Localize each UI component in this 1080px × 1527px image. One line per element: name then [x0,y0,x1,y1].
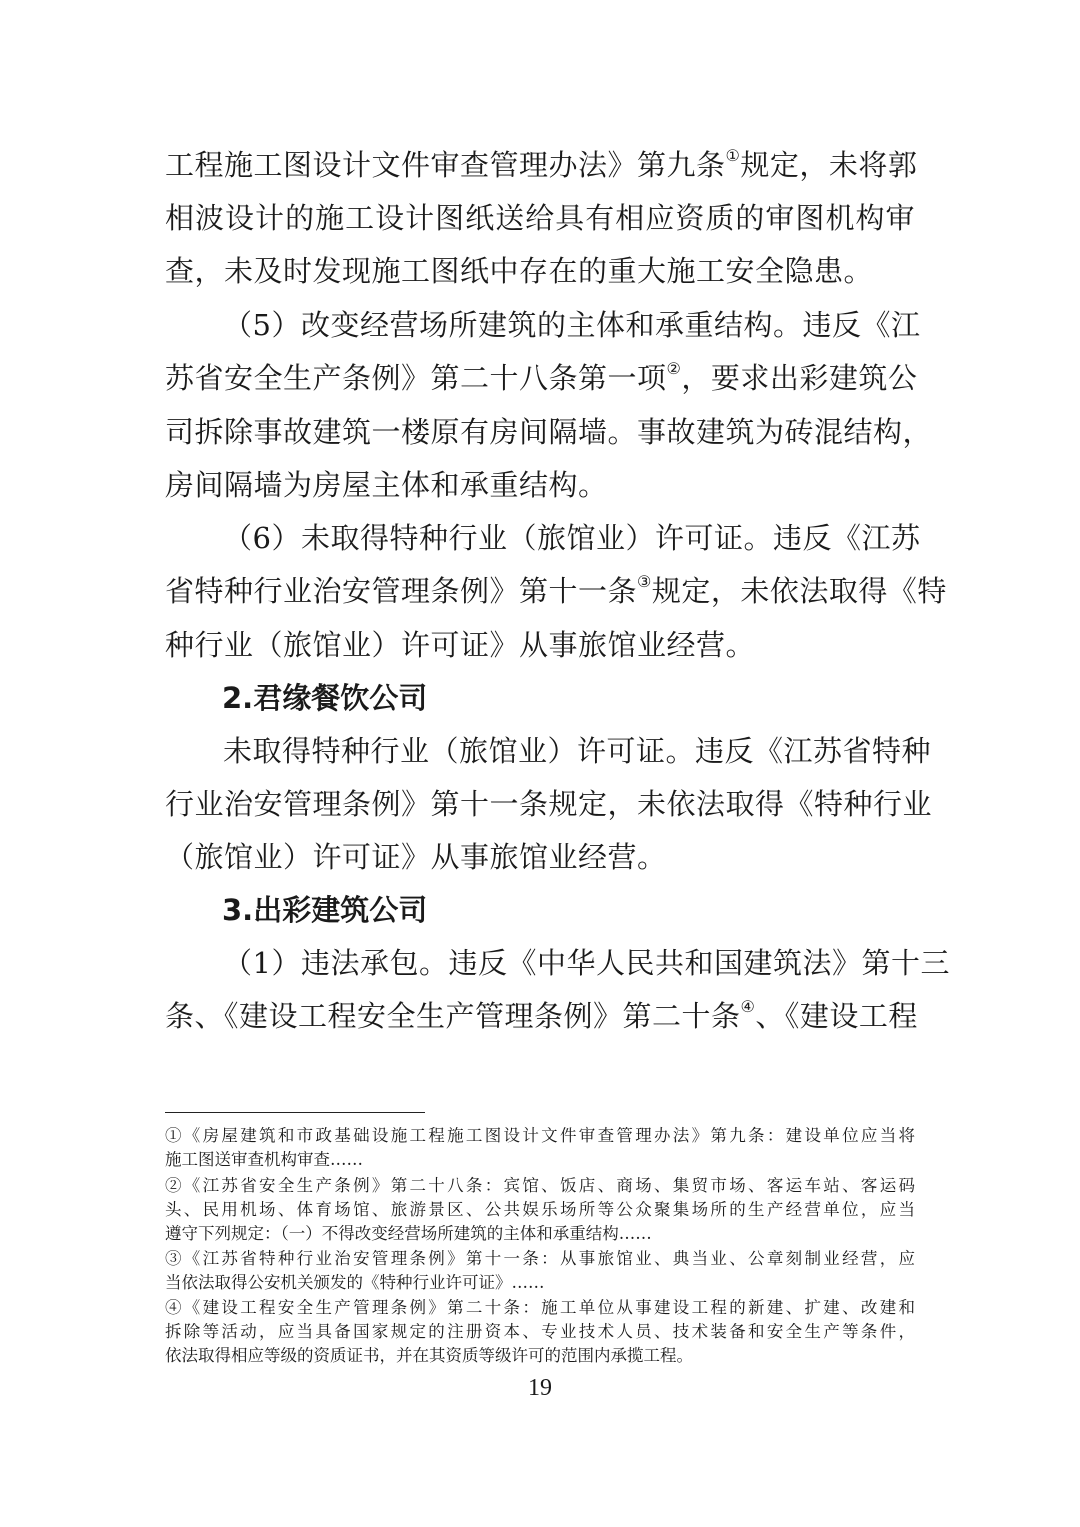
section-heading-2: 2.君缘餐饮公司 [222,681,428,715]
footnote-ref-3[interactable]: ③ [637,572,652,592]
body-line-4: （5）改变经营场所建筑的主体和承重结构。违反《江 [223,308,921,342]
body-line-13: （旅馆业）许可证》从事旅馆业经营。 [165,840,667,874]
body-line-10: 种行业（旅馆业）许可证》从事旅馆业经营。 [165,628,756,662]
body-line-14: （1）违法承包。违反《中华人民共和国建筑法》第十三 [223,946,950,980]
body-line-5: 苏省安全生产条例》第二十八条第一项②，要求出彩建筑公 [165,359,918,395]
body-line-7: 房间隔墙为房屋主体和承重结构。 [165,468,608,502]
footnote-4-line-1: ④《建设工程安全生产管理条例》第二十条：施工单位从事建设工程的新建、扩建、改建和 [165,1298,915,1317]
footnote-4-line-3: 依法取得相应等级的资质证书，并在其资质等级许可的范围内承揽工程。 [165,1346,693,1365]
body-line-1: 工程施工图设计文件审查管理办法》第九条①规定，未将郭 [165,146,918,182]
footnote-2-line-1: ②《江苏省安全生产条例》第二十八条：宾馆、饭店、商场、集贸市场、客运车站、客运码 [165,1176,915,1195]
footnote-4-line-2: 拆除等活动，应当具备国家规定的注册资本、专业技术人员、技术装备和安全生产等条件， [165,1322,915,1341]
footnote-1-line-1: ①《房屋建筑和市政基础设施工程施工图设计文件审查管理办法》第九条：建设单位应当将 [165,1126,915,1145]
section-heading-3: 3.出彩建筑公司 [222,893,428,927]
body-line-8: （6）未取得特种行业（旅馆业）许可证。违反《江苏 [223,521,921,555]
footnote-ref-4[interactable]: ④ [740,997,756,1017]
body-line-3: 查，未及时发现施工图纸中存在的重大施工安全隐患。 [165,254,874,288]
footnote-ref-2[interactable]: ② [666,359,682,379]
body-line-15: 条、《建设工程安全生产管理条例》第二十条④、《建设工程 [165,997,918,1033]
footnote-separator [165,1112,425,1113]
footnote-3-line-1: ③《江苏省特种行业治安管理条例》第十一条：从事旅馆业、典当业、公章刻制业经营，应 [165,1249,915,1268]
footnote-1-line-2: 施工图送审查机构审查…… [165,1150,363,1169]
body-line-9: 省特种行业治安管理条例》第十一条③规定，未依法取得《特 [165,572,947,608]
body-line-11: 未取得特种行业（旅馆业）许可证。违反《江苏省特种 [223,734,932,768]
footnote-2-line-3: 遵守下列规定：（一）不得改变经营场所建筑的主体和承重结构…… [165,1224,652,1243]
body-line-2: 相波设计的施工设计图纸送给具有相应资质的审图机构审 [165,201,915,235]
footnote-3-line-2: 当依法取得公安机关颁发的《特种行业许可证》…… [165,1273,545,1292]
footnote-2-line-2: 头、民用机场、体育场馆、旅游景区、公共娱乐场所等公众聚集场所的生产经营单位，应当 [165,1200,915,1219]
page-number: 19 [528,1375,552,1401]
footnote-ref-1[interactable]: ① [725,146,741,166]
body-line-12: 行业治安管理条例》第十一条规定，未依法取得《特种行业 [165,787,933,821]
body-line-6: 司拆除事故建筑一楼原有房间隔墙。事故建筑为砖混结构， [165,415,933,449]
